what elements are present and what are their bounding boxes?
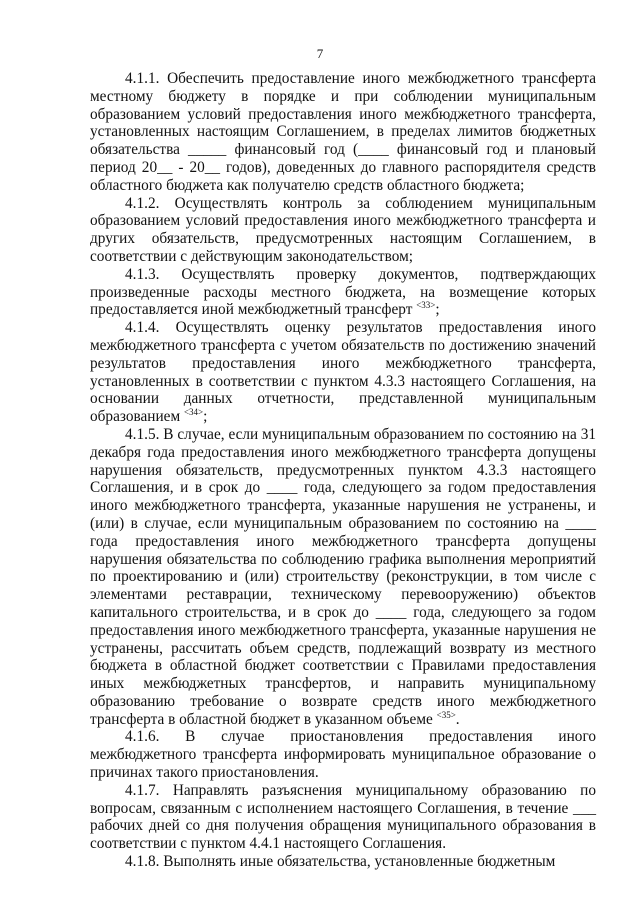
clause-4-1-8 (90, 853, 596, 871)
clause-4-1-7 (90, 782, 596, 853)
clause-tail: ; (203, 408, 208, 426)
clause-text: 4.1.3. Осуществлять проверку документов, подтверждающих произведенные расходы местного бюджета, на возмещение которых предоставляется иной межбюджетный трансферт (90, 265, 596, 319)
clause-4-1-4 (90, 319, 596, 426)
clause-4-1-2 (90, 195, 596, 266)
clause-text: 4.1.6. В случае приостановления предоставления иного межбюджетного трансферта информировать муниципальное образование о причинах такого приостановления. (90, 728, 596, 782)
clause-4-1-3 (90, 266, 596, 319)
clause-text: 4.1.4. Осуществлять оценку результатов предоставления иного межбюджетного трансферта с учетом обязательств по достижению значений результатов предоставления иного межбюджетного трансферта, установленных в соответствии с пунктом 4.3.3 настоящего Соглашения, на основании данных отчетности, представленной муниципальным образованием (90, 319, 596, 426)
page-number: 7 (316, 46, 324, 61)
clause-4-1-1 (90, 70, 596, 195)
clause-tail: ; (435, 301, 440, 319)
footnote-ref: <33> (416, 300, 436, 311)
footnote-ref: <35> (436, 709, 456, 720)
clause-text: 4.1.5. В случае, если муниципальным образованием по состоянию на 31 декабря года предоставления иного межбюджетного трансферта допущены нарушения обязательств, предусмотренных пунктом 4.3.3 настоящего Соглашения, и в срок до ____ года, следующего за годом предоставления иного межбюджетного трансферта, указанные нарушения не устранены, и (или) в случае, если муниципальным образованием по состоянию на ____ года предоставления иного межбюджетного трансферта допущены нарушения обязательства по соблюдению графика выполнения мероприятий по проектированию и (или) строительству (реконструкции, в том числе с элементами реставрации, техническому перевооружению) объектов капитального строительства, и в срок до ____ года, следующего за годом предоставления иного межбюджетного трансферта, указанные нарушения не устранены, рассчитать объем средств, подлежащий возврату из местного бюджета в областной бюджет соответствии с Правилами предоставления иных межбюджетных трансфертов, и направить муниципальному образованию требование о возврате средств иного межбюджетного трансферта в областной бюджет в указанном объеме (90, 425, 596, 728)
clause-4-1-6 (90, 728, 596, 781)
document-body (90, 70, 596, 871)
clause-text: 4.1.1. Обеспечить предоставление иного межбюджетного трансферта местному бюджету в порядке и при соблюдении муниципальным образованием условий предоставления иного межбюджетного трансферта, установленных настоящим Соглашением, в пределах лимитов бюджетных обязательства _____ финансовый год (____ финансовый год и плановый период 20__ - 20__ годов), доведенных до главного распорядителя средств областного бюджета как получателю средств областного бюджета; (90, 70, 596, 194)
clause-text: 4.1.7. Направлять разъяснения муниципальному образованию по вопросам, связанным с исполнением настоящего Соглашения, в течение ___ рабочих дней со дня получения обращения муниципального образования в соответствии с пунктом 4.4.1 настоящего Соглашения. (90, 781, 596, 853)
clause-4-1-5 (90, 426, 596, 729)
clause-text: 4.1.8. Выполнять иные обязательства, установленные бюджетным (125, 853, 556, 871)
footnote-ref: <34> (183, 407, 204, 418)
clause-tail: . (455, 710, 460, 728)
clause-text: 4.1.2. Осуществлять контроль за соблюдением муниципальным образованием условий предоставления иного межбюджетного трансферта и других обязательств, предусмотренных настоящим Соглашением, в соответствии с действующим законодательством; (90, 194, 596, 265)
